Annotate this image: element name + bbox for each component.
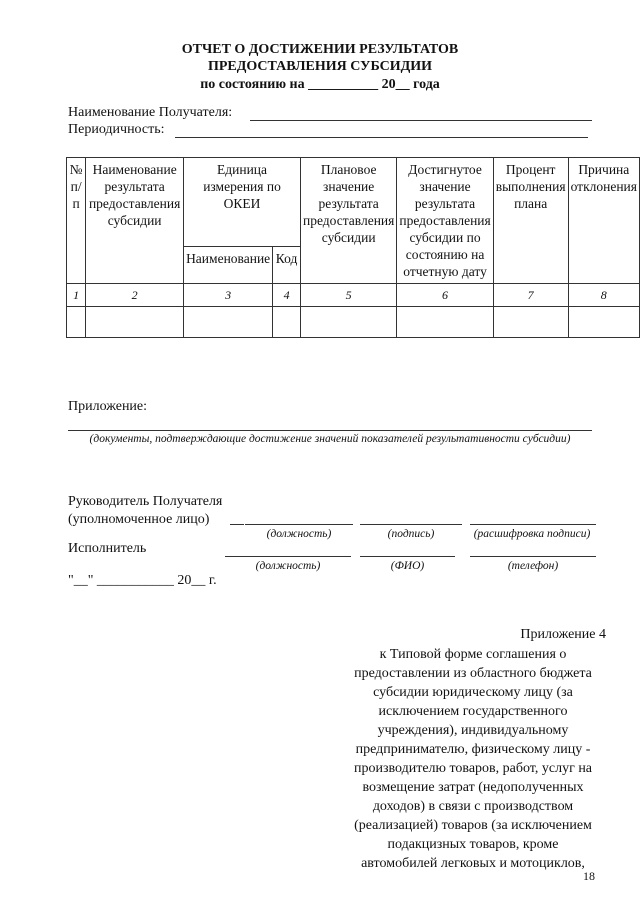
col-header-unit-name: Наименование [184,247,273,284]
table-cell[interactable] [568,307,639,338]
executor-fio-line[interactable] [360,556,455,557]
col-number: 5 [300,284,396,307]
col-number: 8 [568,284,639,307]
col-number: 6 [397,284,493,307]
appendix-line: предпринимателю, физическому лицу - [355,742,591,757]
col-header-percent: Процент выполнения плана [493,158,568,284]
table-cell[interactable] [184,307,273,338]
appendix-line: (реализацией) товаров (за исключением [354,818,592,833]
head-underline-stub [230,524,244,525]
col-number: 2 [86,284,184,307]
page-number: 18 [583,869,595,883]
caption-position-executor: (должность) [255,560,321,572]
recipient-field-line[interactable] [250,120,592,121]
table-numbering-row [67,284,640,307]
table-cell[interactable] [493,307,568,338]
appendix-line: возмещение затрат (недополученных [362,780,584,795]
recipient-label: Наименование Получателя: [68,105,233,120]
report-title-line1: ОТЧЕТ О ДОСТИЖЕНИИ РЕЗУЛЬТАТОВ [181,42,459,57]
executor-position-line[interactable] [225,556,351,557]
col-header-reason: Причина отклонения [568,158,639,284]
caption-fio: (ФИО) [390,560,425,572]
col-header-unit: Единица измерения по ОКЕИ [184,158,301,247]
head-label-line2: (уполномоченное лицо) [68,512,210,527]
appendix-text [339,645,607,873]
periodicity-field-line[interactable] [175,137,588,138]
head-position-line[interactable] [245,524,353,525]
appendix-line: автомобилей легковых и мотоциклов, [361,856,585,871]
appendix-line: предоставлении из областного бюджета [354,666,592,681]
table-cell[interactable] [273,307,301,338]
col-number: 7 [493,284,568,307]
report-date-line: по состоянию на __________ 20__ года [200,77,440,92]
col-header-result-name: Наименование результата предоставления субсидии [86,158,184,284]
attachment-field-line[interactable] [68,430,592,431]
table-row [67,307,640,338]
periodicity-label: Периодичность: [68,122,165,137]
caption-signature: (подпись) [387,528,435,540]
caption-phone: (телефон) [507,560,559,572]
table-cell[interactable] [67,307,86,338]
head-decoding-line[interactable] [470,524,596,525]
appendix-line: доходов) в связи с производством [372,799,574,814]
attachment-label: Приложение: [68,399,148,414]
col-number: 3 [184,284,273,307]
table-cell[interactable] [397,307,493,338]
col-header-planned: Плановое значение результата предоставления субсидии [300,158,396,284]
table-cell[interactable] [86,307,184,338]
appendix-heading: Приложение 4 [520,627,606,642]
caption-decoding: (расшифровка подписи) [473,528,591,540]
col-number: 1 [67,284,86,307]
head-label-line1: Руководитель Получателя [68,494,223,509]
date-line: "__" ___________ 20__ г. [68,573,217,588]
col-header-num: № п/п [67,158,86,284]
table-header-row [67,158,640,247]
executor-label: Исполнитель [68,541,147,556]
appendix-line: подакцизных товаров, кроме [387,837,559,852]
col-header-unit-code: Код [273,247,301,284]
attachment-caption: (документы, подтверждающие достижение значений показателей результативности субсидии) [89,433,571,445]
head-signature-line[interactable] [360,524,462,525]
table-cell[interactable] [300,307,396,338]
col-header-achieved: Достигнутое значение результата предоставления субсидии по состоянию на отчетную дату [397,158,493,284]
executor-phone-line[interactable] [470,556,596,557]
col-number: 4 [273,284,301,307]
appendix-line: субсидии юридическому лицу (за [373,685,573,700]
appendix-line: исключением государственного [378,704,568,719]
appendix-line: к Типовой форме соглашения о [379,647,567,662]
results-table [66,157,640,338]
caption-position: (должность) [266,528,332,540]
appendix-line: производителю товаров, работ, услуг на [353,761,593,776]
appendix-line: учреждения), индивидуальному [377,723,569,738]
report-title-line2: ПРЕДОСТАВЛЕНИЯ СУБСИДИИ [207,59,433,74]
